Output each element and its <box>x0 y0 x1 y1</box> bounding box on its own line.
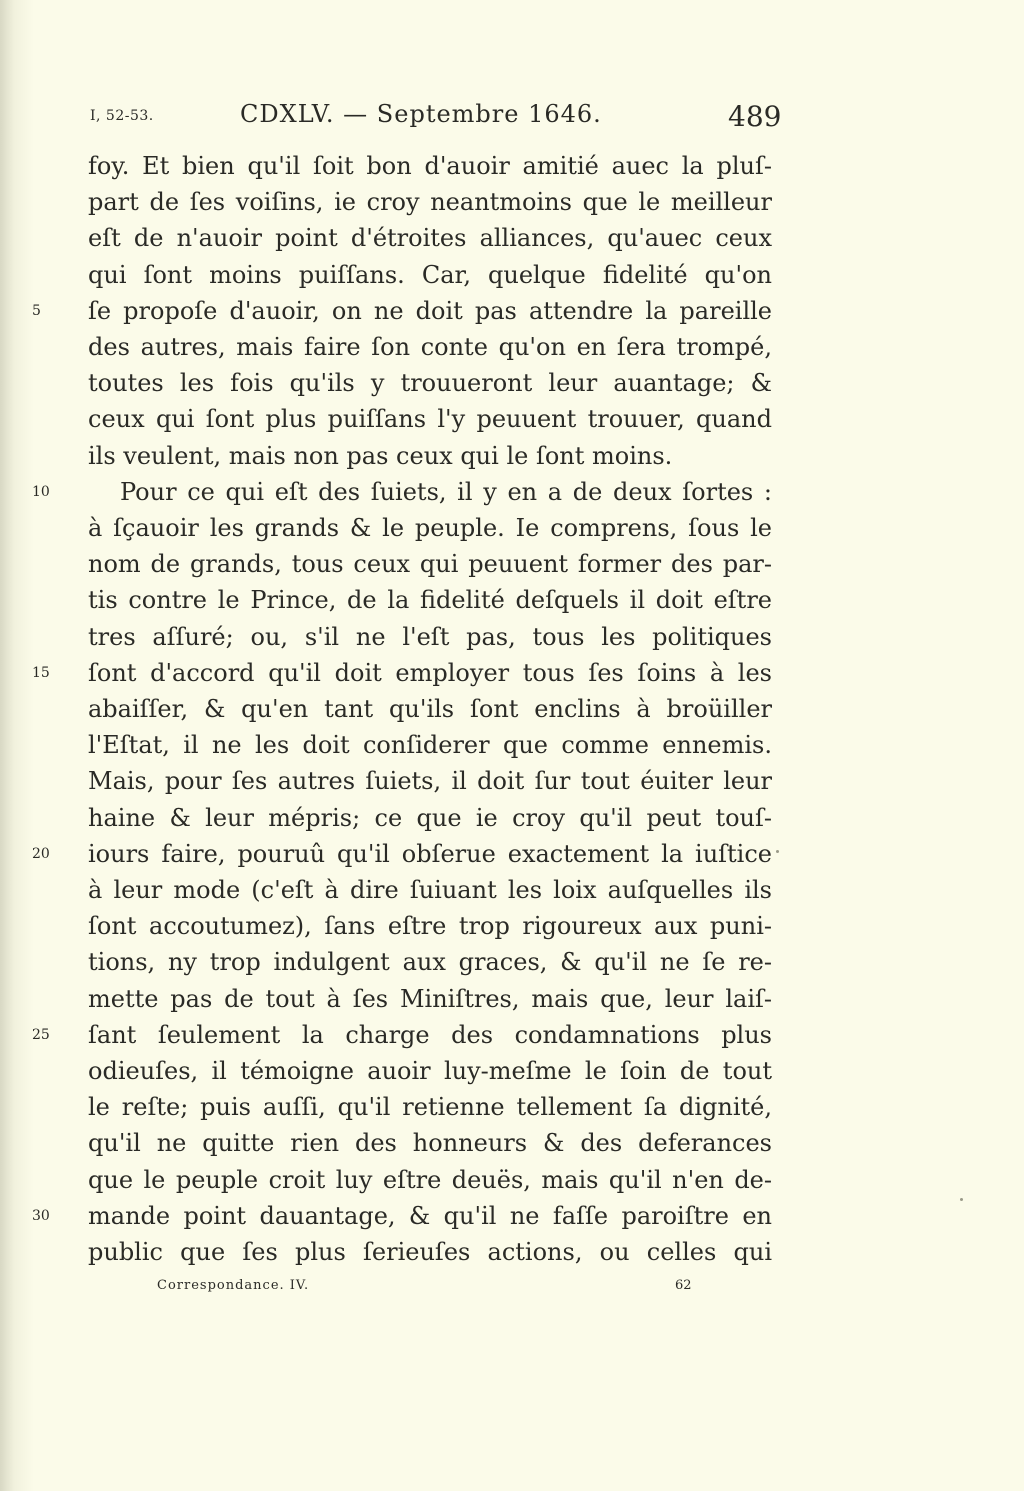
line-number: 5 <box>32 303 41 319</box>
text-line: tres aſſuré; ou, s'il ne l'eſt pas, tous les politiques <box>88 623 772 651</box>
gathering-number: 62 <box>675 1278 692 1293</box>
text-line: ſont accoutumez), ſans eſtre trop rigoureux aux puni- <box>88 912 772 940</box>
line-number: 15 <box>32 665 50 681</box>
text-line: haine & leur mépris; ce que ie croy qu'il peut touſ- <box>88 804 772 832</box>
text-line: ſant ſeulement la charge des condamnations plus <box>88 1021 772 1049</box>
line-number: 25 <box>32 1027 50 1043</box>
text-line: à ſçauoir les grands & le peuple. Ie comprens, ſous le <box>88 514 772 542</box>
print-speck <box>960 1198 963 1201</box>
text-line: le reſte; puis auſſi, qu'il retienne tellement ſa dignité, <box>88 1093 772 1121</box>
text-line: ſe propoſe d'auoir, on ne doit pas attendre la pareille <box>88 297 772 325</box>
text-line: Pour ce qui eſt des ſuiets, il y en a de deux ſortes : <box>120 478 772 506</box>
text-line: eſt de n'auoir point d'étroites alliances, qu'auec ceux <box>88 224 772 252</box>
text-line: tis contre le Prince, de la fidelité deſquels il doit eſtre <box>88 586 772 614</box>
text-line: foy. Et bien qu'il ſoit bon d'auoir amitié auec la pluſ- <box>88 152 772 180</box>
text-line: tions, ny trop indulgent aux graces, & qu'il ne ſe re- <box>88 948 772 976</box>
line-number: 10 <box>32 484 50 500</box>
text-line: abaiſſer, & qu'en tant qu'ils ſont enclins à broüiller <box>88 695 772 723</box>
text-line: Mais, pour ſes autres ſuiets, il doit ſur tout éuiter leur <box>88 767 772 795</box>
text-line: part de ſes voiſins, ie croy neantmoins que le meilleur <box>88 188 772 216</box>
text-line: toutes les fois qu'ils y trouueront leur auantage; & <box>88 369 772 397</box>
text-line: qu'il ne quitte rien des honneurs & des deferances <box>88 1129 772 1157</box>
text-line: que le peuple croit luy eſtre deuës, mais qu'il n'en de- <box>88 1166 772 1194</box>
text-line: ceux qui ſont plus puiſſans l'y peuuent trouuer, quand <box>88 405 772 433</box>
letter-heading: CDXLV. — Septembre 1646. <box>240 100 602 128</box>
text-line: mette pas de tout à ſes Miniſtres, mais que, leur laiſ- <box>88 985 772 1013</box>
text-line: des autres, mais faire ſon conte qu'on en ſera trompé, <box>88 333 772 361</box>
text-line: nom de grands, tous ceux qui peuuent former des par- <box>88 550 772 578</box>
source-reference: I, 52-53. <box>90 108 154 124</box>
line-number: 20 <box>32 846 50 862</box>
text-line: qui ſont moins puiſſans. Car, quelque fidelité qu'on <box>88 261 772 289</box>
line-number: 30 <box>32 1208 50 1224</box>
text-line: odieuſes, il témoigne auoir luy-meſme le ſoin de tout <box>88 1057 772 1085</box>
page-footer <box>0 1278 1024 1302</box>
text-line: public que ſes plus ſerieuſes actions, ou celles qui <box>88 1238 772 1266</box>
running-header <box>0 98 1024 138</box>
text-line: ſont d'accord qu'il doit employer tous ſes ſoins à les <box>88 659 772 687</box>
text-line: ils veulent, mais non pas ceux qui le ſont moins. <box>88 442 673 470</box>
text-line: iours faire, pouruû qu'il obſerue exactement la iuſtice <box>88 840 772 868</box>
text-line: mande point dauantage, & qu'il ne faſſe paroiſtre en <box>88 1202 772 1230</box>
text-line: l'Eſtat, il ne les doit conſiderer que comme ennemis. <box>88 731 772 759</box>
page-number: 489 <box>728 100 782 133</box>
print-speck <box>776 850 779 853</box>
text-line: à leur mode (c'eſt à dire ſuiuant les loix auſquelles ils <box>88 876 772 904</box>
volume-signature: Correspondance. IV. <box>157 1278 310 1293</box>
